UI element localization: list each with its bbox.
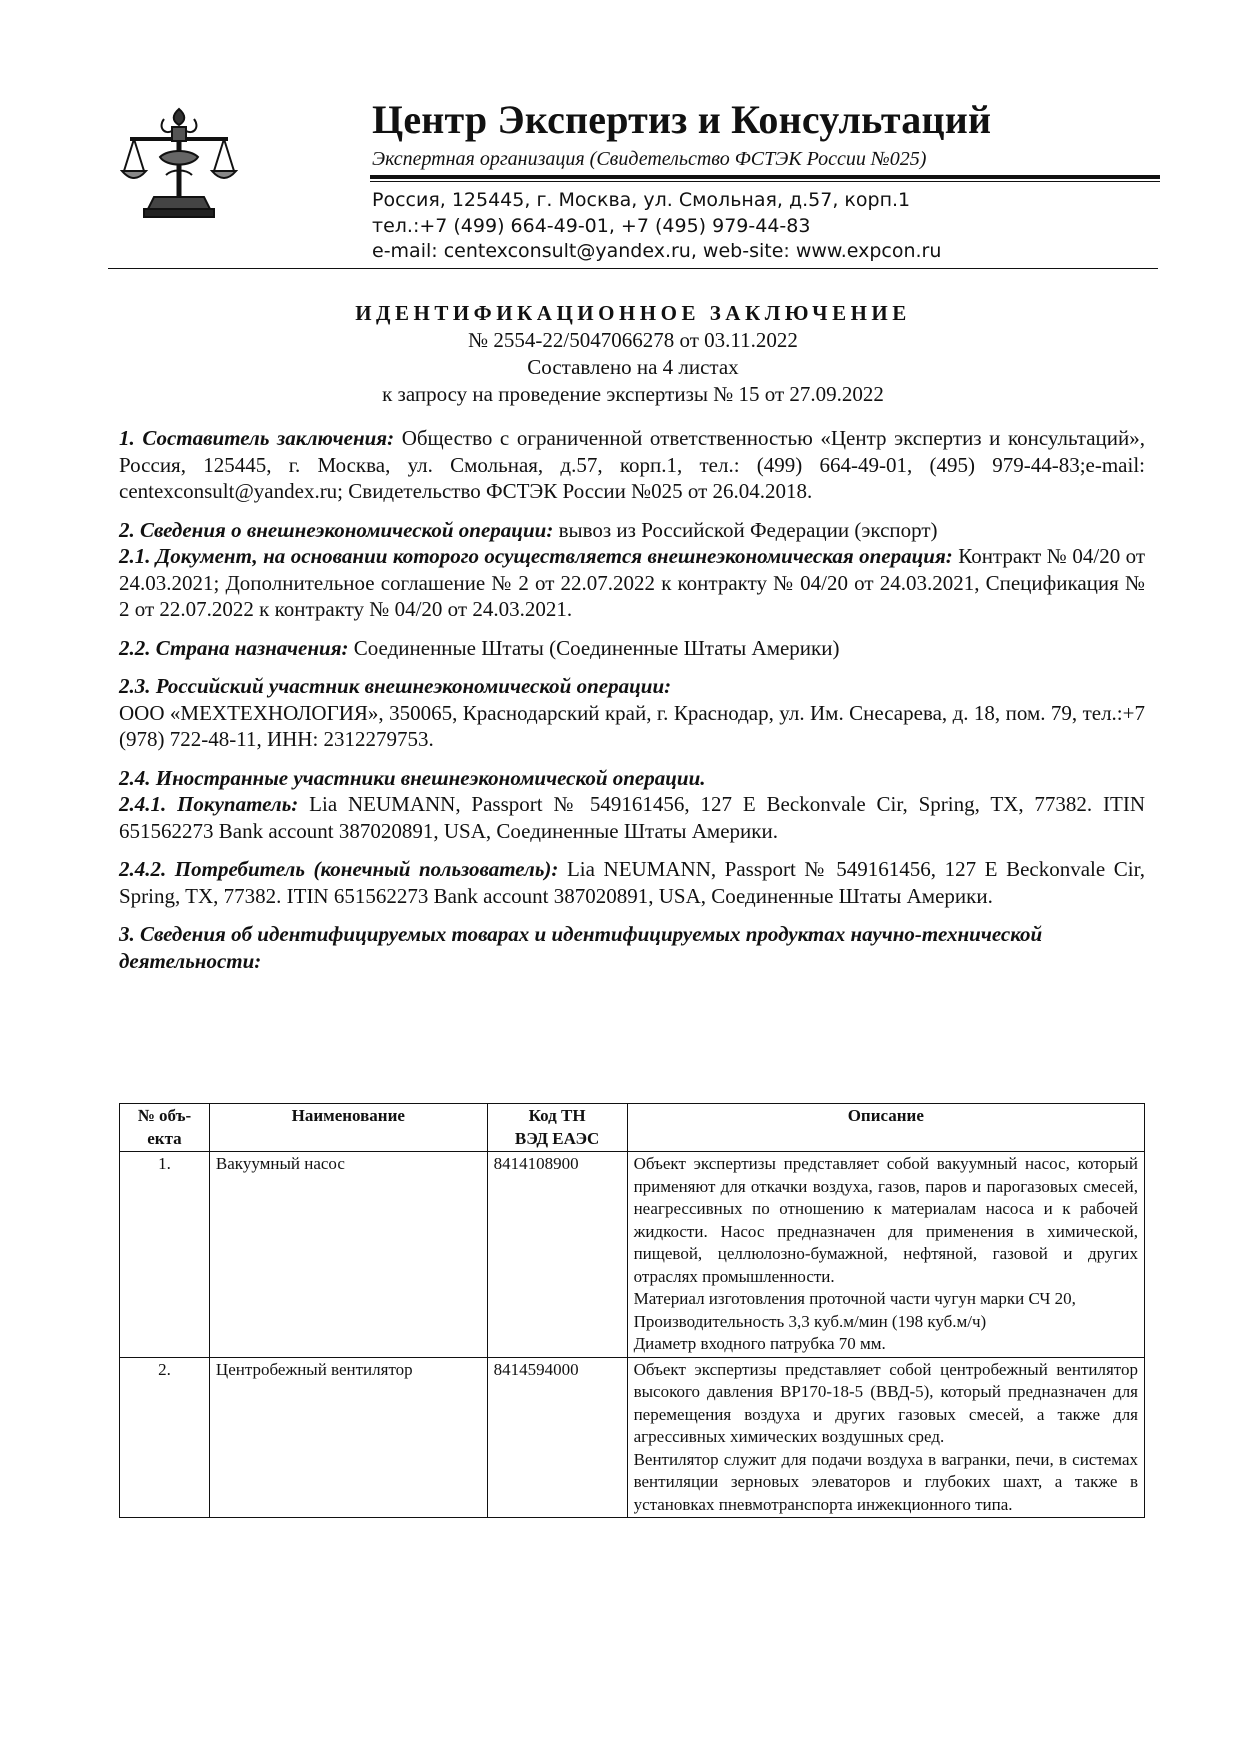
section-2-1-text: Контракт № 04/20 от 24.03.2021; Дополнительное соглашение № 2 от 22.07.2022 к контракту № 04/20 от 24.03.2021, Спецификация № 2 от 22.07.2022 к контракту № 04/20 от 24.03.2021. bbox=[119, 544, 1146, 621]
section-2-4 bbox=[119, 765, 1145, 792]
section-1 bbox=[119, 425, 1145, 505]
section-2-1 bbox=[119, 543, 1145, 623]
org-name: Центр Экспертиз и Консультаций bbox=[372, 97, 992, 142]
document-sheets: Составлено на 4 листах bbox=[527, 355, 739, 379]
row-code: 8414594000 bbox=[487, 1357, 627, 1518]
section-1-text: Общество с ограниченной ответственностью «Центр экспертиз и консультаций», Россия, 125445, г. Москва, ул. Смольная, д.57, корп.1, тел.: (499) 664-49-01, (495) 979-44-83;e-mail: centexconsult@yandex.ru; Свидетельство ФСТЭК России №025 от 26.04.2018. bbox=[119, 426, 1145, 503]
section-2-label: 2. Сведения о внешнеэкономической операции: bbox=[119, 517, 554, 542]
header-divider-thin bbox=[370, 181, 1160, 182]
table-row bbox=[120, 1357, 1145, 1518]
section-2-4-2 bbox=[119, 856, 1145, 909]
org-address: Россия, 125445, г. Москва, ул. Смольная, д.57, корп.1 bbox=[372, 189, 911, 211]
row-description bbox=[627, 1152, 1144, 1358]
header-divider-thick bbox=[370, 175, 1160, 179]
document-title: ИДЕНТИФИКАЦИОННОЕ ЗАКЛЮЧЕНИЕ bbox=[355, 301, 911, 325]
title-block bbox=[108, 300, 1158, 408]
description-line: Объект экспертизы представляет собой вакуумный насос, который применяют для откачки воздуха, газов, паров и парогазовых смесей, неагрессивных по отношению к материалам насоса и к рабочей жидкости. Насос предназначен для применения в химической, пищевой, целлюлозно-бумажной, нефтяной, газовой и других отраслях промышленности. bbox=[633, 1154, 1138, 1286]
document-request: к запросу на проведение экспертизы № 15 от 27.09.2022 bbox=[382, 382, 884, 406]
header-code-line1: Код ТН bbox=[528, 1106, 586, 1125]
section-2-3-label: 2.3. Российский участник внешнеэкономической операции: bbox=[119, 674, 672, 698]
section-3-label: 3. Сведения об идентифицируемых товарах и идентифицируемых продуктах научно-технической деятельности: bbox=[119, 922, 1043, 973]
description-line: Производительность 3,3 куб.м/мин (198 куб.м/ч) bbox=[633, 1311, 987, 1331]
section-2-1-label: 2.1. Документ, на основании которого осуществляется внешнеэкономическая операция: bbox=[119, 544, 953, 568]
header-object-number-line1: № объ- bbox=[137, 1106, 192, 1125]
section-2-2-text: Соединенные Штаты (Соединенные Штаты Америки) bbox=[353, 635, 840, 660]
section-2-text: вывоз из Российской Федерации (экспорт) bbox=[558, 517, 938, 542]
header-code-line2: ВЭД ЕАЭС bbox=[514, 1128, 600, 1148]
section-2-4-1-text: Lia NEUMANN, Passport № 549161456, 127 E Beckonvale Cir, Spring, TX, 77382. ITIN 651562273 Bank account 387020891, USA, Соединенные Штаты Америки. bbox=[119, 792, 1146, 843]
row-name: Вакуумный насос bbox=[209, 1152, 487, 1358]
org-phone: тел.:+7 (499) 664-49-01, +7 (495) 979-44-83 bbox=[372, 214, 811, 237]
header-object-number bbox=[120, 1104, 210, 1152]
document-body bbox=[119, 425, 1145, 986]
section-2-4-1-label: 2.4.1. Покупатель: bbox=[119, 792, 299, 816]
table-header-row bbox=[120, 1104, 1145, 1152]
header-description: Описание bbox=[627, 1104, 1144, 1152]
org-contacts bbox=[372, 188, 941, 265]
description-line: Материал изготовления проточной части чугун марки СЧ 20, bbox=[633, 1289, 1076, 1308]
section-2-2 bbox=[119, 635, 1145, 662]
section-2-4-2-text: Lia NEUMANN, Passport № 549161456, 127 E Beckonvale Cir, Spring, TX, 77382. ITIN 651562273 Bank account 387020891, USA, Соединенные Штаты Америки. bbox=[119, 857, 1146, 908]
section-2 bbox=[119, 517, 1145, 544]
description-line: Диаметр входного патрубка 70 мм. bbox=[633, 1334, 886, 1353]
items-table bbox=[119, 1103, 1145, 1518]
table-row bbox=[120, 1152, 1145, 1358]
section-2-2-label: 2.2. Страна назначения: bbox=[119, 635, 349, 660]
row-description bbox=[627, 1357, 1144, 1518]
scales-of-justice-emblem-icon bbox=[120, 105, 238, 223]
header-name: Наименование bbox=[209, 1104, 487, 1152]
section-2-3 bbox=[119, 673, 1145, 753]
section-2-4-2-label: 2.4.2. Потребитель (конечный пользователь): bbox=[119, 857, 559, 881]
document-number: № 2554-22/5047066278 от 03.11.2022 bbox=[468, 328, 798, 352]
description-line: Объект экспертизы представляет собой центробежный вентилятор высокого давления ВР170-18-5 (ВВД-5), который предназначен для перемещения воздуха и других газовых смесей, а также для агрессивных химических воздушных сред. bbox=[633, 1359, 1138, 1446]
section-1-label: 1. Составитель заключения: bbox=[119, 426, 395, 450]
section-2-3-text: ООО «МЕХТЕХНОЛОГИЯ», 350065, Краснодарский край, г. Краснодар, ул. Им. Снесарева, д. 18, пом. 79, тел.:+7 (978) 722-48-11, ИНН: 2312279753. bbox=[119, 700, 1145, 751]
org-subtitle: Экспертная организация (Свидетельство ФСТЭК России №025) bbox=[372, 148, 927, 170]
section-3 bbox=[119, 921, 1145, 974]
section-2-4-1 bbox=[119, 791, 1145, 844]
row-number: 1. bbox=[120, 1152, 210, 1358]
header-code bbox=[487, 1104, 627, 1152]
header-object-number-line2: екта bbox=[147, 1128, 182, 1148]
row-name: Центробежный вентилятор bbox=[209, 1357, 487, 1518]
section-2-4-label: 2.4. Иностранные участники внешнеэкономической операции. bbox=[119, 765, 706, 790]
header-bottom-rule bbox=[108, 268, 1158, 269]
row-code: 8414108900 bbox=[487, 1152, 627, 1358]
org-email-web: e-mail: centexconsult@yandex.ru, web-site: www.expcon.ru bbox=[372, 240, 942, 262]
row-number: 2. bbox=[120, 1357, 210, 1518]
description-line: Вентилятор служит для подачи воздуха в вагранки, печи, в системах вентиляции зерновых элеваторов и глубоких шахт, а также в установках пневмотранспорта инжекционного типа. bbox=[633, 1449, 1138, 1514]
